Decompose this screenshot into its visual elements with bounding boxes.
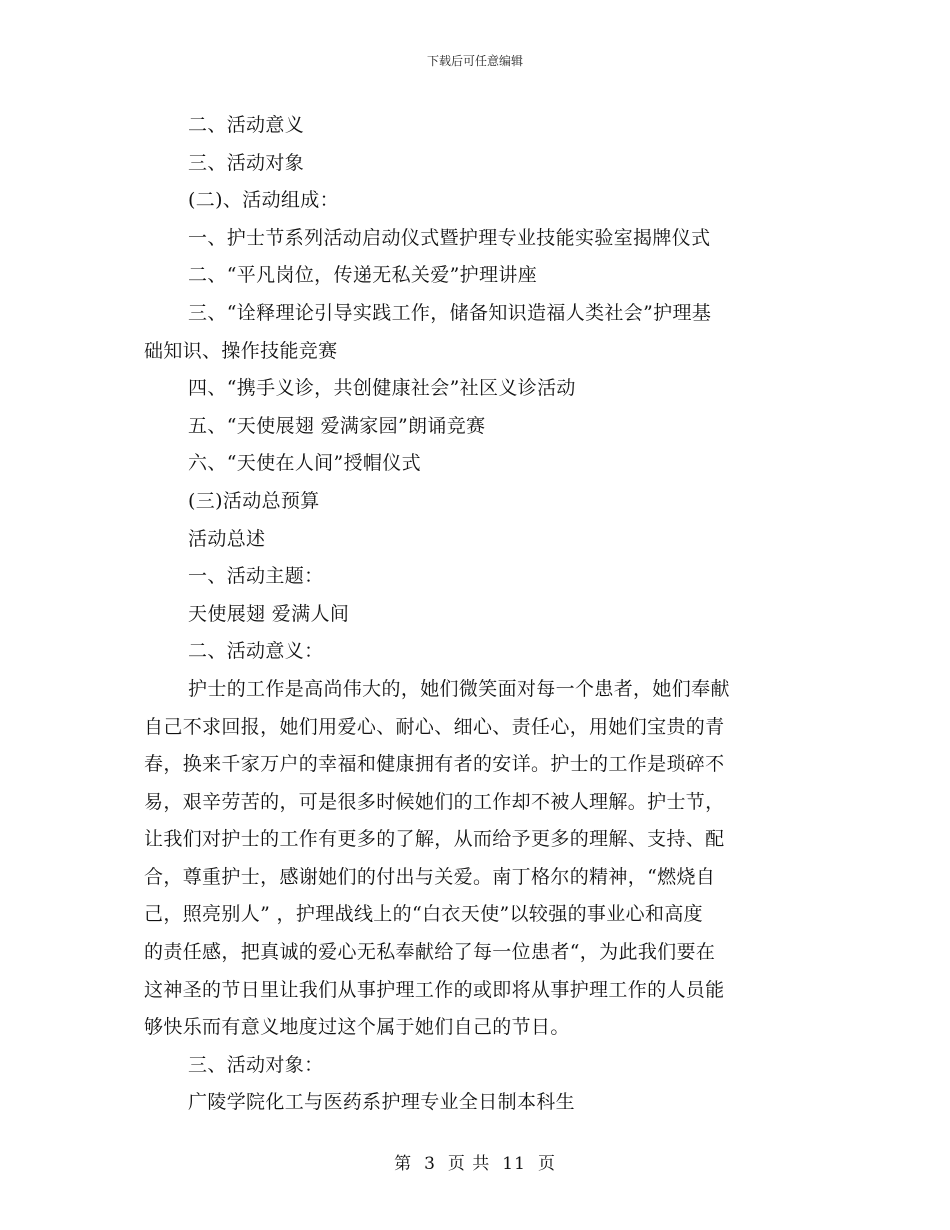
footer-page-number: 3: [424, 1154, 436, 1174]
heading-activity-significance-2: 二、活动意义：: [188, 640, 324, 663]
paragraph-line: 让我们对护士的工作有更多的了解，从而给予更多的理解、支持、配: [144, 828, 725, 851]
heading-activity-significance: 二、活动意义: [188, 114, 305, 136]
page-header-note: 下载后可任意编辑: [426, 54, 523, 68]
footer-total-pages: 11: [502, 1154, 526, 1174]
activity-theme-text: 天使展翅 爱满人间: [188, 602, 350, 625]
paragraph-line: 这神圣的节日里让我们从事护理工作的或即将从事护理工作的人员能: [144, 978, 725, 1001]
footer-prefix: 第: [394, 1154, 413, 1174]
list-item-6: 六、“天使在人间”授帽仪式: [188, 452, 421, 475]
list-item-3: 三、“诠释理论引导实践工作，储备知识造福人类社会”护理基: [188, 301, 712, 324]
footer-suffix: 页: [537, 1154, 556, 1174]
paragraph-line: 的责任感，把真诚的爱心无私奉献给了每一位患者“，为此我们要在: [144, 941, 716, 964]
page-footer: [0, 1153, 950, 1175]
section-total-budget: (三)活动总预算: [188, 489, 320, 512]
section-activity-composition: (二)、活动组成：: [188, 189, 339, 212]
list-item-3-continued: 础知识、操作技能竞赛: [144, 339, 338, 362]
activity-target-text: 广陵学院化工与医药系护理专业全日制本科生: [188, 1091, 576, 1114]
heading-activity-target: 三、活动对象: [188, 151, 305, 174]
heading-activity-overview: 活动总述: [188, 527, 266, 550]
paragraph-line: 己，照亮别人” ，护理战线上的“白衣天使”以较强的事业心和高度: [144, 903, 704, 926]
list-item-1: 一、护士节系列活动启动仪式暨护理专业技能实验室揭牌仪式: [188, 226, 711, 249]
paragraph-line: 易，艰辛劳苦的，可是很多时候她们的工作却不被人理解。护士节，: [144, 790, 725, 813]
paragraph-line: 自己不求回报，她们用爱心、耐心、细心、责任心，用她们宝贵的青: [144, 715, 725, 738]
document-body: [144, 107, 809, 1122]
list-item-5: 五、“天使展翅 爱满家园”朗诵竞赛: [188, 414, 486, 437]
paragraph-line: 够快乐而有意义地度过这个属于她们自己的节日。: [144, 1016, 570, 1039]
paragraph-line: 护士的工作是高尚伟大的，她们微笑面对每一个患者，她们奉献: [188, 677, 730, 700]
heading-activity-theme: 一、活动主题：: [188, 565, 324, 588]
list-item-2: 二、“平凡岗位，传递无私关爱”护理讲座: [188, 264, 538, 287]
significance-paragraph: [144, 671, 809, 1047]
paragraph-line: 合，尊重护士，感谢她们的付出与关爱。南丁格尔的精神，“燃烧自: [144, 865, 716, 888]
footer-mid: 页 共: [447, 1154, 491, 1174]
paragraph-line: 春，换来千家万户的幸福和健康拥有者的安详。护士的工作是琐碎不: [144, 753, 725, 776]
list-item-4: 四、“携手义诊，共创健康社会”社区义诊活动: [188, 377, 576, 400]
heading-activity-target-2: 三、活动对象：: [188, 1053, 324, 1076]
